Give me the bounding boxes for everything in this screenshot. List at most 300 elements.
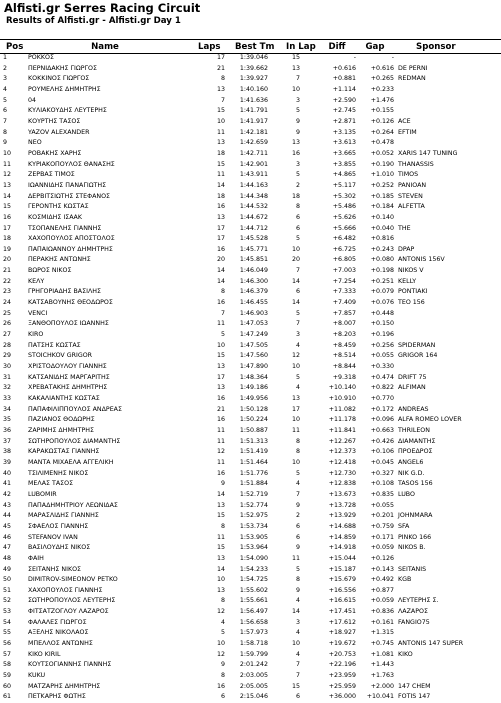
cell-inlap: 5 (295, 373, 300, 381)
cell-laps: 15 (216, 544, 225, 552)
cell-diff: +8.203 (332, 331, 356, 339)
cell-inlap: 5 (295, 469, 300, 477)
cell-laps: 6 (220, 693, 225, 701)
cell-pos: 58 (3, 661, 12, 669)
cell-name: ΧΑΧΟΠΟΥΛΟΣ ΓΙΑΝΝΗΣ (28, 586, 103, 594)
cell-inlap: 6 (295, 224, 300, 232)
cell-best: 1:50.224 (239, 416, 268, 424)
cell-diff: +7.857 (332, 309, 356, 317)
cell-sponsor: DPAP (398, 245, 415, 253)
cell-inlap: 4 (295, 629, 300, 637)
cell-inlap: 9 (295, 544, 300, 552)
cell-best: 2:03.005 (239, 672, 268, 680)
cell-name: ΣΩΤΗΡΟΠΟΥΛΟΣ ΔΙΑΜΑΝΤΗΣ (28, 437, 121, 445)
cell-best: 1:51.419 (239, 448, 268, 456)
cell-diff: +10.140 (328, 384, 356, 392)
cell-gap: +0.126 (370, 117, 394, 125)
table-row (0, 117, 501, 128)
cell-sponsor: XARIS 147 TUNING (398, 149, 458, 157)
cell-inlap: 11 (291, 426, 300, 434)
cell-name: ΓΕΡΟΝΤΗΣ ΚΩΣΤΑΣ (28, 203, 89, 211)
cell-gap: +10.041 (366, 693, 394, 701)
cell-sponsor (396, 309, 501, 320)
cell-best: 1:39.927 (239, 75, 268, 83)
table-row (0, 53, 501, 64)
cell-inlap: 10 (291, 363, 300, 371)
cell-best: 2:15.046 (239, 693, 268, 701)
cell-laps: 14 (216, 267, 225, 275)
cell-diff: +14.859 (328, 533, 356, 541)
cell-inlap: 4 (295, 597, 300, 605)
cell-gap: +2.000 (370, 682, 394, 690)
cell-pos: 44 (3, 512, 12, 520)
cell-gap: +0.196 (370, 331, 394, 339)
cell-best: 1:41.791 (239, 107, 268, 115)
cell-laps: 14 (216, 565, 225, 573)
cell-sponsor: ANGEL6 (398, 458, 424, 466)
cell-diff: +3.855 (332, 160, 356, 168)
cell-pos: 38 (3, 448, 12, 456)
cell-diff: +11.082 (328, 405, 356, 413)
table-row (0, 490, 501, 501)
cell-sponsor: ΛΕΥΤΕΡΗΣ Σ. (398, 597, 439, 605)
cell-sponsor: THE (398, 224, 411, 232)
cell-name: STOICHKOV GRIGOR (28, 352, 93, 360)
table-row (0, 618, 501, 629)
cell-pos: 19 (3, 245, 12, 253)
cell-pos: 9 (3, 139, 8, 147)
cell-gap: +0.492 (370, 576, 394, 584)
cell-diff: +14.918 (328, 544, 356, 552)
cell-best: 1:55.602 (239, 586, 268, 594)
cell-name: ΠΕΤΚΑΡΗΣ ΦΩΤΗΣ (28, 693, 86, 701)
cell-best: 2:01.242 (239, 661, 268, 669)
cell-inlap: 8 (295, 576, 300, 584)
cell-pos: 53 (3, 608, 12, 616)
cell-name: ΠΑΠΑΔΗΜΗΤΡΙΟΥ ΛΕΩΝΙΔΑΣ (28, 501, 118, 509)
cell-sponsor: DRIFT 75 (398, 373, 427, 381)
cell-best: 1:56.658 (239, 618, 268, 626)
cell-laps: 9 (220, 480, 225, 488)
cell-gap: +0.201 (370, 512, 394, 520)
cell-best: 1:44.348 (239, 192, 268, 200)
cell-name: ΚΑΚΑΛΙΑΝΤΗΣ ΚΩΣΤΑΣ (28, 395, 100, 402)
cell-best: 1:39.662 (239, 64, 268, 72)
cell-inlap: 12 (291, 352, 300, 360)
cell-inlap: 2 (295, 181, 300, 189)
cell-pos: 36 (3, 426, 12, 434)
cell-gap: +0.080 (370, 256, 394, 264)
results-table (0, 41, 501, 703)
cell-best: 1:46.379 (239, 288, 268, 296)
table-row (0, 522, 501, 533)
cell-best: 1:47.053 (239, 320, 268, 328)
cell-diff: +5.486 (332, 203, 356, 211)
table-row (0, 224, 501, 235)
cell-best: 1:52.975 (239, 512, 268, 520)
cell-sponsor: ΠΡΟΕΔΡΟΣ (398, 448, 433, 456)
cell-laps: 8 (220, 672, 225, 680)
cell-gap: +0.059 (370, 597, 394, 605)
cell-gap: +0.256 (370, 341, 394, 349)
cell-inlap: 4 (295, 650, 300, 658)
table-row (0, 479, 501, 490)
cell-laps: 17 (216, 373, 225, 381)
cell-sponsor (396, 138, 501, 149)
cell-gap: +0.264 (370, 128, 394, 136)
cell-diff: +16.556 (328, 586, 356, 594)
cell-sponsor (396, 213, 501, 224)
cell-laps: 18 (216, 192, 225, 200)
cell-laps: 16 (216, 245, 225, 253)
cell-best: 1:45.851 (239, 256, 268, 264)
cell-pos: 49 (3, 565, 12, 573)
table-row (0, 128, 501, 139)
cell-name: ΣΕΙΤΑΝΗΣ ΝΙΚΟΣ (28, 565, 82, 573)
results-body (0, 53, 501, 703)
cell-gap: +1.081 (370, 650, 394, 658)
cell-inlap: 13 (291, 395, 300, 402)
table-row (0, 362, 501, 373)
cell-pos: 12 (3, 171, 12, 179)
cell-gap: +0.426 (370, 437, 394, 445)
cell-name: ΡΟΚΚΟΣ (28, 54, 54, 61)
cell-sponsor: TIMOS (398, 171, 419, 179)
cell-sponsor: SEITANIS (398, 565, 427, 573)
cell-pos: 23 (3, 288, 12, 296)
table-row (0, 96, 501, 107)
cell-inlap: 15 (291, 54, 300, 61)
cell-diff: +5.117 (332, 181, 356, 189)
cell-inlap: 5 (295, 565, 300, 573)
cell-diff: +9.318 (332, 373, 356, 381)
cell-diff: +3.613 (332, 139, 356, 147)
table-row (0, 149, 501, 160)
cell-sponsor: ΔΙΑΜΑΝΤΗΣ (398, 437, 436, 445)
cell-name: ΚΥΛΙΑΚΟΥΔΗΣ ΛΕΥΤΕΡΗΣ (28, 107, 107, 115)
cell-name: KIRO (28, 331, 44, 339)
cell-diff: +14.688 (328, 522, 356, 530)
cell-sponsor (396, 96, 501, 107)
table-row (0, 554, 501, 565)
cell-name: ΡΟΥΜΕΛΗΣ ΔΗΜΗΤΡΗΣ (28, 85, 101, 93)
cell-pos: 35 (3, 416, 12, 424)
cell-name: ΚΕΛΥ (28, 277, 45, 285)
cell-best: 1:56.497 (239, 608, 268, 616)
cell-pos: 59 (3, 672, 12, 680)
cell-best: 1:49.186 (239, 384, 268, 392)
cell-name: ΖΕΡΒΑΣ ΤΙΜΟΣ (28, 171, 75, 179)
table-row (0, 415, 501, 426)
table-row (0, 64, 501, 75)
cell-best: 1:51.313 (239, 437, 268, 445)
table-row (0, 160, 501, 171)
cell-pos: 56 (3, 640, 12, 648)
cell-pos: 42 (3, 490, 12, 498)
cell-sponsor (396, 362, 501, 373)
cell-diff: +6.482 (332, 235, 356, 243)
cell-inlap: 20 (291, 256, 300, 264)
table-row (0, 181, 501, 192)
cell-laps: 11 (216, 320, 225, 328)
table-row (0, 319, 501, 330)
cell-inlap: 7 (295, 320, 300, 328)
cell-sponsor: ANDREAS (398, 405, 429, 413)
cell-diff: +8.514 (332, 352, 356, 360)
cell-best: 1:42.181 (239, 128, 268, 136)
cell-name: VENCI (28, 309, 48, 317)
cell-laps: 13 (216, 213, 225, 221)
table-row (0, 692, 501, 703)
table-row (0, 596, 501, 607)
cell-gap: +0.330 (370, 363, 394, 371)
cell-name: ΔΕΡΒΙΤΣΙΩΤΗΣ ΣΤΕΦΑΝΟΣ (28, 192, 111, 200)
cell-inlap: 8 (295, 437, 300, 445)
cell-diff: +36.000 (328, 693, 356, 701)
cell-name: KIKO KIRIL (28, 650, 61, 658)
cell-diff: +11.841 (328, 426, 356, 434)
cell-best: 2:05.005 (239, 682, 268, 690)
cell-laps: 17 (216, 235, 225, 243)
cell-diff: +10.910 (328, 395, 356, 402)
cell-best: 1:46.049 (239, 267, 268, 275)
cell-diff: +13.673 (328, 490, 356, 498)
cell-gap: +0.474 (370, 373, 394, 381)
table-row (0, 255, 501, 266)
cell-name: ΠΕΡΝΙΔΑΚΗΣ ΓΙΩΡΓΟΣ (28, 64, 97, 72)
cell-name: ΓΡΗΓΟΡΙΑΔΗΣ ΒΑΣΙΛΗΣ (28, 288, 101, 296)
cell-diff: +8.459 (332, 341, 356, 349)
cell-gap: +0.076 (370, 299, 394, 307)
cell-pos: 50 (3, 576, 12, 584)
cell-gap: +0.198 (370, 267, 394, 275)
cell-gap: +0.478 (370, 139, 394, 147)
cell-diff: +5.626 (332, 213, 356, 221)
cell-laps: 16 (216, 416, 225, 424)
cell-best: 1:51.464 (239, 458, 268, 466)
cell-diff: +11.178 (328, 416, 356, 424)
cell-pos: 17 (3, 224, 12, 232)
cell-name: ΣΩΤΗΡΟΠΟΥΛΟΣ ΛΕΥΤΕΡΗΣ (28, 597, 116, 605)
cell-laps: 7 (220, 309, 225, 317)
header-divider-top (0, 39, 501, 40)
cell-laps: 15 (216, 352, 225, 360)
cell-pos: 18 (3, 235, 12, 243)
table-row (0, 533, 501, 544)
cell-inlap: 7 (295, 672, 300, 680)
cell-best: 1:40.160 (239, 85, 268, 93)
cell-best: 1:53.964 (239, 544, 268, 552)
cell-laps: 13 (216, 139, 225, 147)
cell-sponsor: PINKO 166 (398, 533, 432, 541)
cell-pos: 39 (3, 458, 12, 466)
cell-best: 1:46.903 (239, 309, 268, 317)
cell-gap: +0.835 (370, 490, 394, 498)
cell-diff: +7.003 (332, 267, 356, 275)
cell-laps: 14 (216, 277, 225, 285)
cell-sponsor: STEVEN (398, 192, 423, 200)
cell-best: 1:42.711 (239, 149, 268, 157)
cell-laps: 12 (216, 448, 225, 456)
cell-diff: +5.666 (332, 224, 356, 232)
cell-best: 1:49.956 (239, 395, 268, 402)
cell-sponsor (396, 53, 501, 64)
cell-diff: +3.665 (332, 149, 356, 157)
cell-sponsor: REDMAN (398, 75, 426, 83)
cell-sponsor (396, 319, 501, 330)
cell-inlap: 5 (295, 171, 300, 179)
cell-pos: 46 (3, 533, 12, 541)
cell-diff: +6.805 (332, 256, 356, 264)
cell-laps: 8 (220, 597, 225, 605)
cell-laps: 8 (220, 522, 225, 530)
cell-name: KUKU (28, 672, 46, 680)
table-row (0, 74, 501, 85)
col-header-sponsor: Sponsor (416, 42, 456, 52)
col-header-diff: Diff (328, 42, 346, 52)
cell-diff: +15.679 (328, 576, 356, 584)
cell-inlap: 10 (291, 245, 300, 253)
table-row (0, 639, 501, 650)
cell-sponsor: FOTIS 147 (398, 693, 431, 701)
table-row (0, 458, 501, 469)
cell-best: 1:47.890 (239, 363, 268, 371)
cell-name: ΜΑΤΖΑΡΗΣ ΔΗΜΗΤΡΗΣ (28, 682, 101, 690)
cell-laps: 14 (216, 490, 225, 498)
cell-pos: 47 (3, 544, 12, 552)
cell-inlap: 5 (295, 235, 300, 243)
cell-name: ΣΦΑΕΛΟΣ ΓΙΑΝΝΗΣ (28, 522, 89, 530)
table-row (0, 170, 501, 181)
cell-name: ΞΑΝΘΟΠΟΥΛΟΣ ΙΩΑΝΝΗΣ (28, 320, 109, 328)
cell-name: ΦΑΛΑΛΕΣ ΓΙΩΡΓΟΣ (28, 618, 87, 626)
cell-gap: +0.161 (370, 618, 394, 626)
cell-laps: 13 (216, 85, 225, 93)
cell-pos: 24 (3, 299, 12, 307)
cell-name: ΒΑΣΙΛΟΥΔΗΣ ΝΙΚΟΣ (28, 544, 91, 552)
cell-laps: 18 (216, 149, 225, 157)
cell-laps: 16 (216, 469, 225, 477)
cell-laps: 16 (216, 395, 225, 402)
cell-laps: 11 (216, 426, 225, 434)
cell-diff: +15.187 (328, 565, 356, 573)
table-row (0, 266, 501, 277)
cell-diff: +2.745 (332, 107, 356, 115)
cell-sponsor (396, 106, 501, 117)
page-subtitle: Results of Alfisti.gr - Alfisti.gr Day 1 (6, 16, 181, 26)
table-row (0, 341, 501, 352)
cell-laps: 11 (216, 171, 225, 179)
cell-best: 1:43.911 (239, 171, 268, 179)
cell-diff: +13.929 (328, 512, 356, 520)
cell-inlap: 6 (295, 522, 300, 530)
cell-name: ΤΣΙΛΙΜΕΝΗΣ ΝΙΚΟΣ (28, 469, 89, 477)
cell-gap: +0.816 (370, 235, 394, 243)
cell-best: 1:53.734 (239, 522, 268, 530)
table-row (0, 234, 501, 245)
cell-diff: +7.254 (332, 277, 356, 285)
cell-laps: 5 (220, 629, 225, 637)
cell-laps: 10 (216, 640, 225, 648)
cell-pos: 55 (3, 629, 12, 637)
cell-name: ΧΡΙΣΤΟΔΟΥΛΟΥ ΓΙΑΝΝΗΣ (28, 363, 107, 371)
cell-inlap: 3 (295, 96, 300, 104)
cell-diff: +18.927 (328, 629, 356, 637)
cell-sponsor: THANASSIS (398, 160, 434, 168)
cell-sponsor: 147 CHEM (398, 682, 431, 690)
cell-inlap: 9 (295, 501, 300, 509)
table-row (0, 671, 501, 682)
cell-diff: +2.590 (332, 96, 356, 104)
cell-inlap: 6 (295, 693, 300, 701)
table-row (0, 287, 501, 298)
cell-inlap: 13 (291, 139, 300, 147)
cell-sponsor: GRIGOR 164 (398, 352, 438, 360)
table-row (0, 447, 501, 458)
cell-inlap: 3 (295, 618, 300, 626)
cell-pos: 43 (3, 501, 12, 509)
cell-pos: 6 (3, 107, 8, 115)
cell-pos: 60 (3, 682, 12, 690)
cell-gap: +0.143 (370, 565, 394, 573)
cell-diff: +4.865 (332, 171, 356, 179)
cell-gap: +0.055 (370, 501, 394, 509)
table-row (0, 437, 501, 448)
cell-pos: 8 (3, 128, 8, 136)
cell-sponsor: FANGIO75 (398, 618, 430, 626)
cell-sponsor: SFA (398, 522, 410, 530)
cell-gap: +0.155 (370, 107, 394, 115)
cell-inlap: 10 (291, 640, 300, 648)
cell-laps: 10 (216, 341, 225, 349)
cell-gap: +0.172 (370, 405, 394, 413)
cell-sponsor: KELLY (398, 277, 417, 285)
cell-sponsor: ALFETTA (398, 203, 425, 211)
cell-gap: +0.243 (370, 245, 394, 253)
cell-sponsor: ALFA ROMEO LOVER (398, 416, 462, 424)
cell-name: ΜΕΛΑΣ ΤΑΣΟΣ (28, 480, 74, 488)
cell-best: 1:52.719 (239, 490, 268, 498)
col-header-pos: Pos (6, 42, 24, 52)
cell-best: 1:45.771 (239, 245, 268, 253)
cell-sponsor: JOHNMARA (398, 512, 433, 520)
table-row (0, 426, 501, 437)
cell-name: ΚΟΣΜΙΔΗΣ ΙΣΑΑΚ (28, 213, 82, 221)
cell-best: 1:47.249 (239, 331, 268, 339)
cell-sponsor (396, 234, 501, 245)
cell-laps: 17 (216, 224, 225, 232)
cell-name: ΠΑΠΑΙΩΑΝΝΟΥ ΔΗΜΗΤΡΗΣ (28, 245, 113, 253)
cell-best: 1:44.672 (239, 213, 268, 221)
cell-gap: +0.106 (370, 448, 394, 456)
cell-laps: 10 (216, 117, 225, 125)
cell-laps: 12 (216, 650, 225, 658)
cell-pos: 22 (3, 277, 12, 285)
cell-laps: 12 (216, 608, 225, 616)
cell-laps: 15 (216, 512, 225, 520)
cell-pos: 20 (3, 256, 12, 264)
table-row (0, 511, 501, 522)
cell-inlap: 18 (291, 192, 300, 200)
cell-gap: +0.822 (370, 384, 394, 392)
cell-pos: 57 (3, 650, 12, 658)
cell-gap: +0.040 (370, 224, 394, 232)
table-row (0, 501, 501, 512)
cell-best: 1:51.884 (239, 480, 268, 488)
cell-best: 1:53.905 (239, 533, 268, 541)
cell-inlap: 15 (291, 682, 300, 690)
cell-sponsor: PONTIAKI (398, 288, 428, 296)
